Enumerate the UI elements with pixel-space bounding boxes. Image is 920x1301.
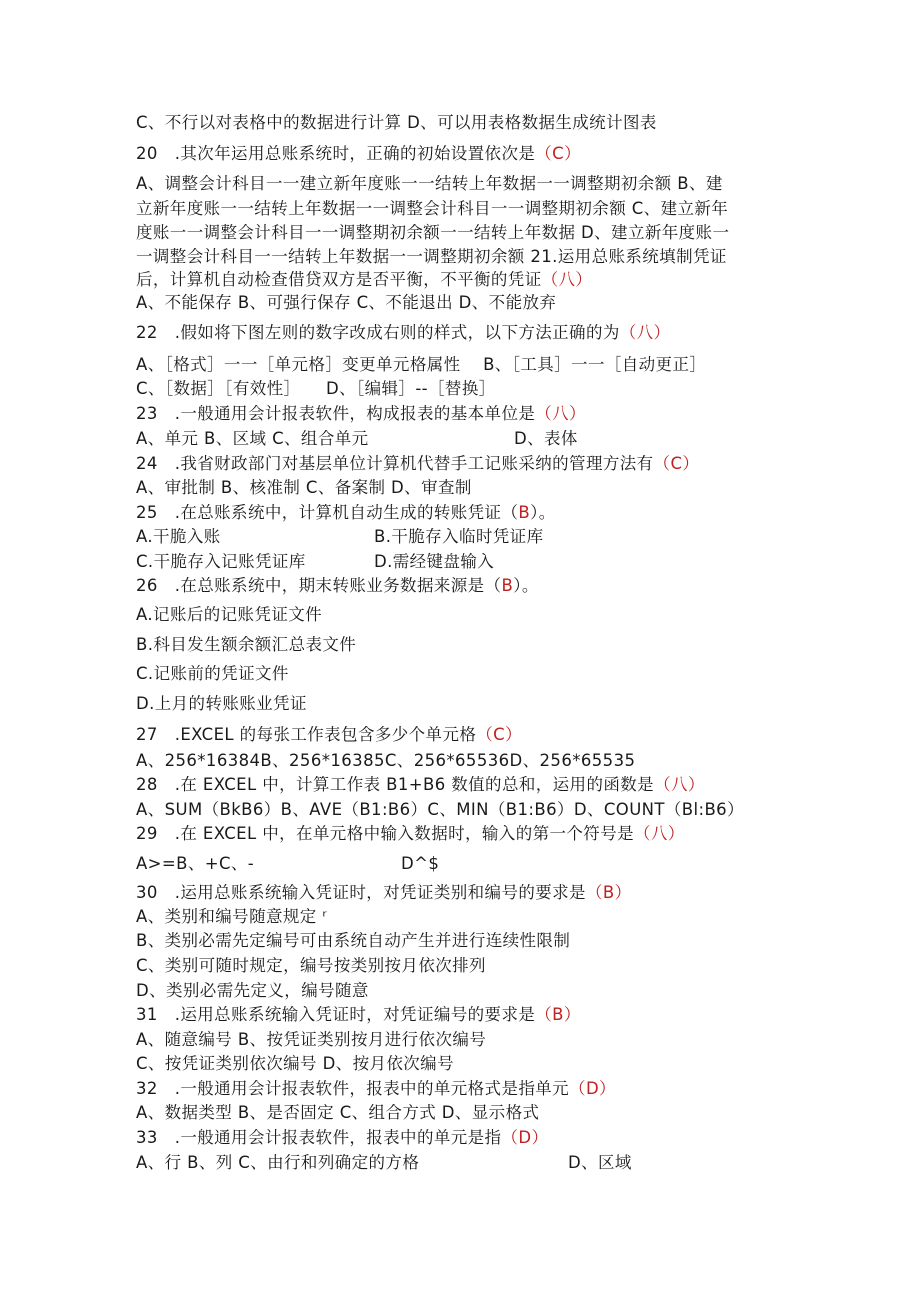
question-line: 32 .一般通用会计报表软件，报表中的单元格式是指单元（D） [136, 1079, 616, 1098]
question-line: 22 .假如将下图左则的数字改成右则的样式，以下方法正确的为（八） [136, 323, 671, 342]
option-line-col2: D^$ [401, 854, 440, 873]
question-line: 26 .在总账系统中，期末转账业务数据来源是（B）。 [136, 576, 539, 595]
option-line: A、不能保存 B、可强行保存 C、不能退出 D、不能放弃 [136, 293, 557, 312]
question-line: 24 .我省财政部门对基层单位计算机代替手工记账采纳的管理方法有（C） [136, 454, 700, 473]
question-line: 20 .其次年运用总账系统时，正确的初始设置依次是（C） [136, 144, 581, 163]
option-line: A、［格式］一一［单元格］变更单元格属性 B、［工具］一一［自动更正］ [136, 355, 707, 374]
option-line: C、按凭证类别依次编号 D、按月依次编号 [136, 1054, 454, 1073]
option-line: D.上月的转账账业凭证 [136, 694, 307, 713]
question-line: 30 .运用总账系统输入凭证时，对凭证类别和编号的要求是（B） [136, 883, 632, 902]
answer-mark: （八） [541, 270, 593, 289]
answer-mark: （C） [535, 144, 581, 163]
option-line: C.记账前的凭证文件 [136, 664, 289, 683]
answer-mark: （C） [653, 454, 700, 473]
answer-mark: （八） [654, 775, 705, 794]
question-line: 29 .在 EXCEL 中，在单元格中输入数据时，输入的第一个符号是（八） [136, 824, 685, 843]
option-line-col2: B.干脆存入临时凭证库 [374, 527, 544, 546]
option-line: C.干脆存入记账凭证库 [136, 552, 306, 571]
option-line-col2: D、区域 [568, 1153, 632, 1172]
answer-mark: （D） [501, 1128, 549, 1147]
answer-mark: （八） [535, 404, 586, 423]
option-line: A、256*16384B、256*16385C、256*65536D、256*65535 [136, 751, 636, 770]
option-line: A、随意编号 B、按凭证类别按月进行依次编号 [136, 1030, 487, 1049]
option-line: C、类别可随时规定，编号按类别按月依次排列 [136, 956, 486, 975]
option-line-col2: D、表体 [514, 429, 578, 448]
answer-mark: B [518, 503, 531, 522]
option-line-col2: D.需经键盘输入 [374, 552, 495, 571]
question-line: 23 .一般通用会计报表软件，构成报表的基本单位是（八） [136, 404, 586, 423]
answer-mark: （B） [585, 883, 632, 902]
option-line: A、单元 B、区域 C、组合单元 [136, 429, 369, 448]
option-line: A、行 B、列 C、由行和列确定的方格 [136, 1153, 420, 1172]
option-line: 一调整会计科目一一结转上年数据一一调整期初余额 21.运用总账系统填制凭证 [136, 247, 727, 266]
answer-mark: （C） [476, 725, 522, 744]
answer-mark: （D） [569, 1079, 616, 1098]
answer-mark: （八） [619, 323, 671, 342]
question-line: 31 .运用总账系统输入凭证时，对凭证编号的要求是（B） [136, 1005, 581, 1024]
option-line: B、类别必需先定编号可由系统自动产生并进行连续性限制 [136, 931, 571, 950]
answer-mark: （B） [535, 1005, 581, 1024]
option-line: A、类别和编号随意规定 ʳ [136, 907, 328, 926]
option-line: A、数据类型 B、是否固定 C、组合方式 D、显示格式 [136, 1103, 540, 1122]
option-line: A.干脆入账 [136, 527, 221, 546]
option-line: C、［数据］［有效性］ D、［编辑］--［替换］ [136, 379, 496, 398]
option-line: 度账一一调整会计科目一一调整期初余额一一结转上年数据 D、建立新年度账一 [136, 223, 730, 242]
question-line: 33 .一般通用会计报表软件，报表中的单元是指（D） [136, 1128, 549, 1147]
text-line: C、不行以对表格中的数据进行计算 D、可以用表格数据生成统计图表 [136, 113, 657, 132]
option-line: D、类别必需先定义，编号随意 [136, 981, 369, 1000]
question-line: 25 .在总账系统中，计算机自动生成的转账凭证（B）。 [136, 503, 556, 522]
option-line: A.记账后的记账凭证文件 [136, 605, 323, 624]
answer-mark: B [501, 576, 514, 595]
answer-mark: （八） [634, 824, 685, 843]
option-line: A>=B、+C、- [136, 854, 255, 873]
option-line: 立新年度账一一结转上年数据一一调整会计科目一一调整期初余额 C、建立新年 [136, 199, 729, 218]
option-line: B.科目发生额余额汇总表文件 [136, 635, 357, 654]
option-line: A、SUM（BkB6）B、AVE（B1:B6）C、MIN（B1:B6）D、COUNT（Bl:B6） [136, 800, 744, 819]
question-line: 27 .EXCEL 的每张工作表包含多少个单元格（C） [136, 725, 522, 744]
option-line: A、审批制 B、核准制 C、备案制 D、审查制 [136, 478, 472, 497]
option-line: A、调整会计科目一一建立新年度账一一结转上年数据一一调整期初余额 B、建 [136, 174, 723, 193]
question-line: 后，计算机自动检查借贷双方是否平衡，不平衡的凭证（八） [136, 270, 593, 289]
question-line: 28 .在 EXCEL 中，计算工作表 B1+B6 数值的总和，运用的函数是（八） [136, 775, 705, 794]
